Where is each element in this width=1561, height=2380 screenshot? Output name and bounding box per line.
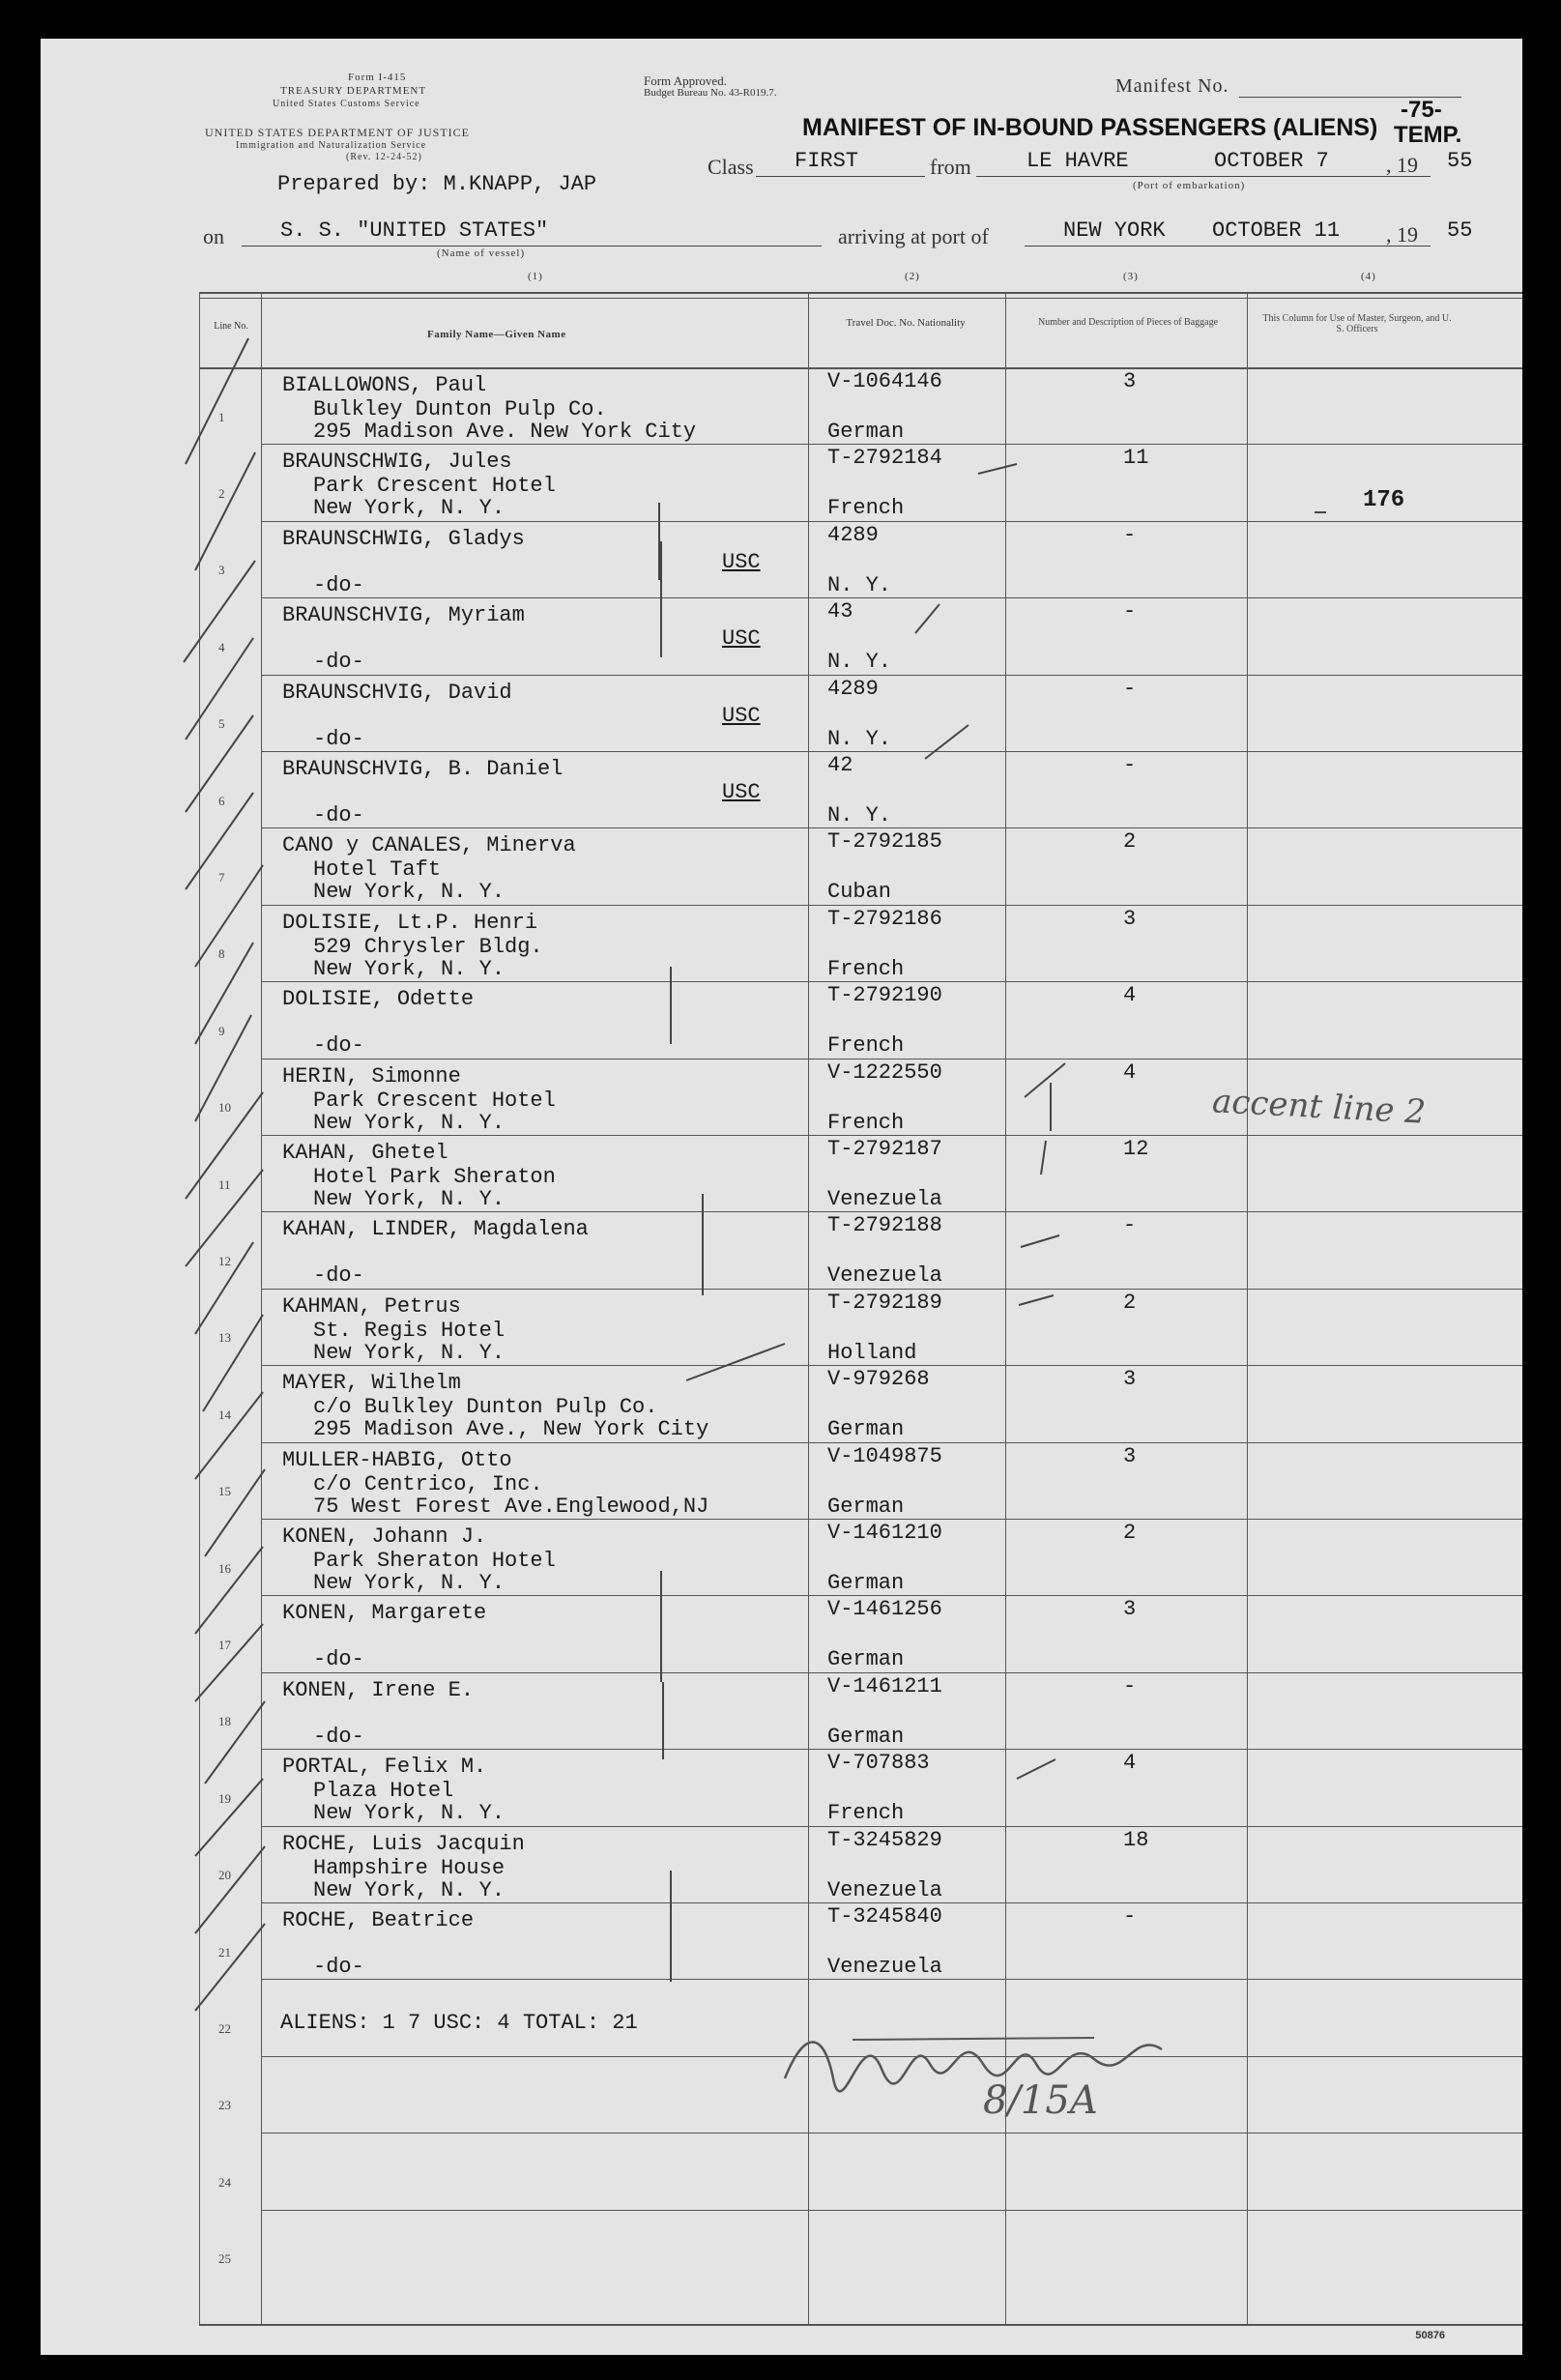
line-number: 3 — [218, 563, 225, 578]
line-number: 10 — [218, 1100, 231, 1116]
nationality: German — [827, 1494, 905, 1519]
passenger-address-2: -do- — [313, 1724, 364, 1749]
baggage-count: - — [1123, 1673, 1137, 1698]
passenger-address-2: 75 West Forest Ave.Englewood,NJ — [313, 1494, 709, 1519]
usc-mark: USC — [722, 703, 761, 728]
line-number: 17 — [218, 1638, 231, 1653]
passenger-name: ROCHE, Luis Jacquin — [282, 1831, 525, 1856]
customs-label: United States Customs Service — [273, 99, 420, 109]
manifest-title: MANIFEST OF IN-BOUND PASSENGERS (ALIENS) — [802, 114, 1378, 141]
line-number: 13 — [218, 1330, 231, 1346]
usc-mark: USC — [722, 780, 761, 804]
nationality: French — [827, 1033, 905, 1059]
passenger-address-1: St. Regis Hotel — [313, 1318, 506, 1343]
arrival-date: OCTOBER 11 — [1212, 218, 1341, 243]
passenger-address-1: Hotel Park Sheraton — [313, 1165, 556, 1189]
passenger-address-2: -do- — [313, 726, 364, 751]
passenger-name: BRAUNSCHWIG, Jules — [282, 450, 512, 475]
treasury-label: TREASURY DEPARTMENT — [280, 85, 427, 97]
form-number: Form I-415 — [348, 72, 407, 83]
col-num-1: (1) — [528, 271, 543, 282]
line-number: 12 — [218, 1254, 231, 1269]
line-number: 9 — [218, 1023, 225, 1038]
line-number: 16 — [218, 1560, 231, 1576]
signature-date: 8/15A — [983, 2078, 1098, 2123]
passenger-address-1: Park Sheraton Hotel — [313, 1549, 556, 1573]
embark-date: OCTOBER 7 — [1214, 149, 1329, 173]
baggage-count: 12 — [1123, 1137, 1149, 1161]
baggage-count: - — [1123, 522, 1137, 547]
travel-doc: V-1222550 — [827, 1059, 942, 1085]
passenger-name: PORTAL, Felix M. — [282, 1755, 487, 1780]
travel-doc: 42 — [827, 753, 853, 777]
nationality: N. Y. — [827, 650, 892, 675]
passenger-name: KONEN, Irene E. — [282, 1677, 475, 1702]
on-label: on — [203, 224, 224, 248]
vessel-name: S. S. "UNITED STATES" — [280, 218, 549, 243]
travel-doc: V-1064146 — [827, 369, 942, 393]
passenger-name: KONEN, Johann J. — [282, 1524, 487, 1549]
baggage-count: 2 — [1123, 1290, 1137, 1315]
travel-doc: V-1461256 — [827, 1597, 942, 1622]
col-header-name: Family Name—Given Name — [427, 329, 566, 340]
baggage-count: 3 — [1123, 1367, 1137, 1392]
passenger-name: DOLISIE, Lt.P. Henri — [282, 910, 538, 935]
baggage-count: - — [1123, 1213, 1137, 1238]
passenger-address-2: -do- — [313, 803, 364, 827]
nationality: German — [827, 1417, 905, 1442]
budget-bureau: Budget Bureau No. 43-R019.7. — [644, 87, 777, 99]
embark-year-prefix: , 19 — [1386, 153, 1418, 177]
line-number: 6 — [218, 793, 225, 808]
port-caption: (Port of embarkation) — [1133, 180, 1246, 191]
passenger-address-2: 295 Madison Ave. New York City — [313, 420, 697, 444]
passenger-address-2: 295 Madison Ave., New York City — [313, 1417, 709, 1442]
passenger-address-2: -do- — [313, 650, 364, 675]
line-number: 4 — [218, 639, 225, 654]
travel-doc: V-1461211 — [827, 1673, 942, 1698]
baggage-count: 18 — [1123, 1827, 1149, 1852]
rev-label: (Rev. 12-24-52) — [346, 152, 422, 162]
nationality: N. Y. — [827, 572, 892, 597]
travel-doc: 4289 — [827, 522, 879, 547]
passenger-address-2: -do- — [313, 1263, 364, 1289]
passenger-address-2: New York, N. Y. — [313, 1110, 506, 1135]
passenger-name: BIALLOWONS, Paul — [282, 373, 487, 397]
passenger-address-1: Hotel Taft — [313, 857, 442, 883]
passenger-address-2: New York, N. Y. — [313, 1340, 506, 1365]
embark-year: 55 — [1447, 149, 1473, 173]
passenger-name: MULLER-HABIG, Otto — [282, 1447, 512, 1472]
margin-note: accent line 2 — [1211, 1082, 1427, 1132]
travel-doc: T-2792190 — [827, 983, 942, 1008]
passenger-name: BRAUNSCHVIG, Myriam — [282, 603, 525, 628]
travel-doc: V-707883 — [827, 1751, 930, 1776]
travel-doc: T-2792189 — [827, 1290, 942, 1315]
baggage-count: 4 — [1123, 1751, 1137, 1776]
baggage-count: 4 — [1123, 1059, 1137, 1085]
line-number: 24 — [218, 2174, 231, 2190]
arrival-year: 55 — [1447, 218, 1473, 243]
totals-line: ALIENS: 1 7 USC: 4 TOTAL: 21 — [280, 2011, 638, 2035]
line-number: 25 — [218, 2251, 231, 2267]
nationality: German — [827, 420, 905, 444]
manifest-no: -75- — [1401, 97, 1442, 123]
passenger-address-1: Plaza Hotel — [313, 1779, 454, 1804]
passenger-address-1: Bulkley Dunton Pulp Co. — [313, 397, 607, 421]
line-number: 19 — [218, 1790, 231, 1806]
line-number: 15 — [218, 1484, 231, 1499]
passenger-address-1: Hampshire House — [313, 1855, 506, 1880]
passenger-name: KAHMAN, Petrus — [282, 1293, 461, 1319]
justice-label: UNITED STATES DEPARTMENT OF JUSTICE — [205, 126, 471, 139]
baggage-count: - — [1123, 753, 1137, 777]
col-num-2: (2) — [905, 271, 920, 282]
travel-doc: T-2792184 — [827, 446, 942, 471]
arrival-port: NEW YORK — [1063, 218, 1166, 243]
from-label: from — [930, 155, 971, 179]
footer-code: 50876 — [1415, 2330, 1445, 2341]
col-header-doc: Travel Doc. No. Nationality — [846, 317, 966, 329]
passenger-name: KAHAN, Ghetel — [282, 1141, 448, 1165]
passenger-name: DOLISIE, Odette — [282, 987, 475, 1012]
passenger-address-1: Park Crescent Hotel — [313, 474, 556, 499]
nationality: Venezuela — [827, 1877, 942, 1902]
passenger-address-2: New York, N. Y. — [313, 880, 506, 905]
manifest-temp: TEMP. — [1394, 122, 1462, 148]
col-header-line: Line No. — [214, 321, 248, 332]
usc-mark: USC — [722, 626, 761, 652]
passenger-address-1: c/o Bulkley Dunton Pulp Co. — [313, 1395, 658, 1420]
line-number: 18 — [218, 1714, 231, 1729]
nationality: German — [827, 1571, 905, 1595]
passenger-address-1: 529 Chrysler Bldg. — [313, 934, 543, 959]
col-num-3: (3) — [1123, 271, 1139, 282]
col-num-4: (4) — [1361, 271, 1376, 282]
nationality: French — [827, 956, 905, 981]
passenger-address-1: c/o Centrico, Inc. — [313, 1471, 543, 1496]
nationality: Venezuela — [827, 1263, 942, 1289]
col-header-officers: This Column for Use of Master, Surgeon, and U. S. Officers — [1262, 313, 1452, 334]
travel-doc: T-2792188 — [827, 1213, 942, 1238]
nationality: French — [827, 1110, 905, 1135]
passenger-name: BRAUNSCHVIG, David — [282, 680, 512, 705]
travel-doc: T-2792187 — [827, 1137, 942, 1161]
nationality: German — [827, 1647, 905, 1672]
travel-doc: T-2792185 — [827, 829, 942, 855]
travel-doc: T-3245829 — [827, 1827, 942, 1852]
manifest-page — [41, 39, 1522, 2355]
nationality: Venezuela — [827, 1955, 942, 1979]
arrival-year-prefix: , 19 — [1386, 222, 1418, 247]
line-number: 2 — [218, 486, 225, 502]
line-number: 8 — [218, 946, 225, 962]
passenger-address-2: New York, N. Y. — [313, 496, 506, 521]
passenger-address-2: -do- — [313, 1647, 364, 1672]
passenger-address-2: New York, N. Y. — [313, 1801, 506, 1826]
passenger-address-2: New York, N. Y. — [313, 1187, 506, 1211]
class-value: FIRST — [795, 149, 859, 173]
passenger-name: KAHAN, LINDER, Magdalena — [282, 1217, 589, 1242]
col-header-baggage: Number and Description of Pieces of Baggage — [1037, 317, 1219, 328]
class-label: Class — [708, 155, 754, 179]
passenger-address-2: -do- — [313, 1955, 364, 1979]
line-number: 1 — [218, 409, 225, 424]
baggage-count: 3 — [1123, 369, 1137, 393]
manifest-no-label: Manifest No. — [1115, 75, 1229, 97]
baggage-count: 3 — [1123, 1597, 1137, 1622]
check-marks — [41, 39, 1522, 2355]
baggage-count: 3 — [1123, 906, 1137, 931]
prepared-by: Prepared by: M.KNAPP, JAP — [277, 172, 597, 196]
passenger-name: MAYER, Wilhelm — [282, 1371, 461, 1396]
vessel-caption: (Name of vessel) — [437, 247, 526, 259]
nationality: N. Y. — [827, 726, 892, 751]
travel-doc: T-2792186 — [827, 906, 942, 931]
usc-mark: USC — [722, 549, 761, 574]
passenger-name: BRAUNSCHVIG, B. Daniel — [282, 757, 564, 781]
line-number: 21 — [218, 1944, 231, 1959]
nationality: French — [827, 496, 905, 521]
baggage-count: 4 — [1123, 983, 1137, 1008]
line-number: 23 — [218, 2098, 231, 2113]
passenger-name: BRAUNSCHWIG, Gladys — [282, 526, 525, 551]
arriving-label: arriving at port of — [838, 224, 989, 248]
passenger-address-2: New York, N. Y. — [313, 1571, 506, 1595]
line-number: 14 — [218, 1407, 231, 1422]
baggage-count: 2 — [1123, 1521, 1137, 1545]
passenger-address-1: Park Crescent Hotel — [313, 1088, 556, 1113]
line-number: 5 — [218, 716, 225, 732]
baggage-count: 2 — [1123, 829, 1137, 855]
passenger-address-2: -do- — [313, 572, 364, 597]
passenger-name: CANO y CANALES, Minerva — [282, 833, 576, 858]
passenger-address-2: -do- — [313, 1033, 364, 1059]
travel-doc: V-979268 — [827, 1367, 930, 1392]
passenger-name: ROCHE, Beatrice — [282, 1908, 475, 1932]
line-number: 7 — [218, 870, 225, 885]
baggage-count: 3 — [1123, 1443, 1137, 1468]
baggage-count: - — [1123, 676, 1137, 701]
stamp-number: 176 — [1363, 487, 1405, 513]
baggage-count: - — [1123, 599, 1137, 624]
passenger-name: KONEN, Margarete — [282, 1601, 487, 1626]
baggage-count: - — [1123, 1904, 1137, 1929]
line-number: 20 — [218, 1868, 231, 1883]
nationality: Venezuela — [827, 1187, 942, 1211]
travel-doc: 43 — [827, 599, 853, 624]
ins-label: Immigration and Naturalization Service — [236, 140, 427, 151]
passenger-name: HERIN, Simonne — [282, 1063, 461, 1088]
embark-port: LE HAVRE — [1026, 149, 1129, 173]
travel-doc: 4289 — [827, 676, 879, 701]
nationality: Holland — [827, 1340, 917, 1365]
passenger-address-2: New York, N. Y. — [313, 1877, 506, 1902]
nationality: Cuban — [827, 880, 892, 905]
travel-doc: V-1049875 — [827, 1443, 942, 1468]
travel-doc: T-3245840 — [827, 1904, 942, 1929]
form-approved: Form Approved. — [644, 73, 727, 88]
baggage-count: 11 — [1123, 446, 1149, 471]
line-number: 11 — [218, 1176, 231, 1192]
nationality: French — [827, 1801, 905, 1826]
passenger-address-2: New York, N. Y. — [313, 956, 506, 981]
travel-doc: V-1461210 — [827, 1521, 942, 1545]
nationality: German — [827, 1724, 905, 1749]
line-number: 22 — [218, 2021, 231, 2037]
nationality: N. Y. — [827, 803, 892, 827]
